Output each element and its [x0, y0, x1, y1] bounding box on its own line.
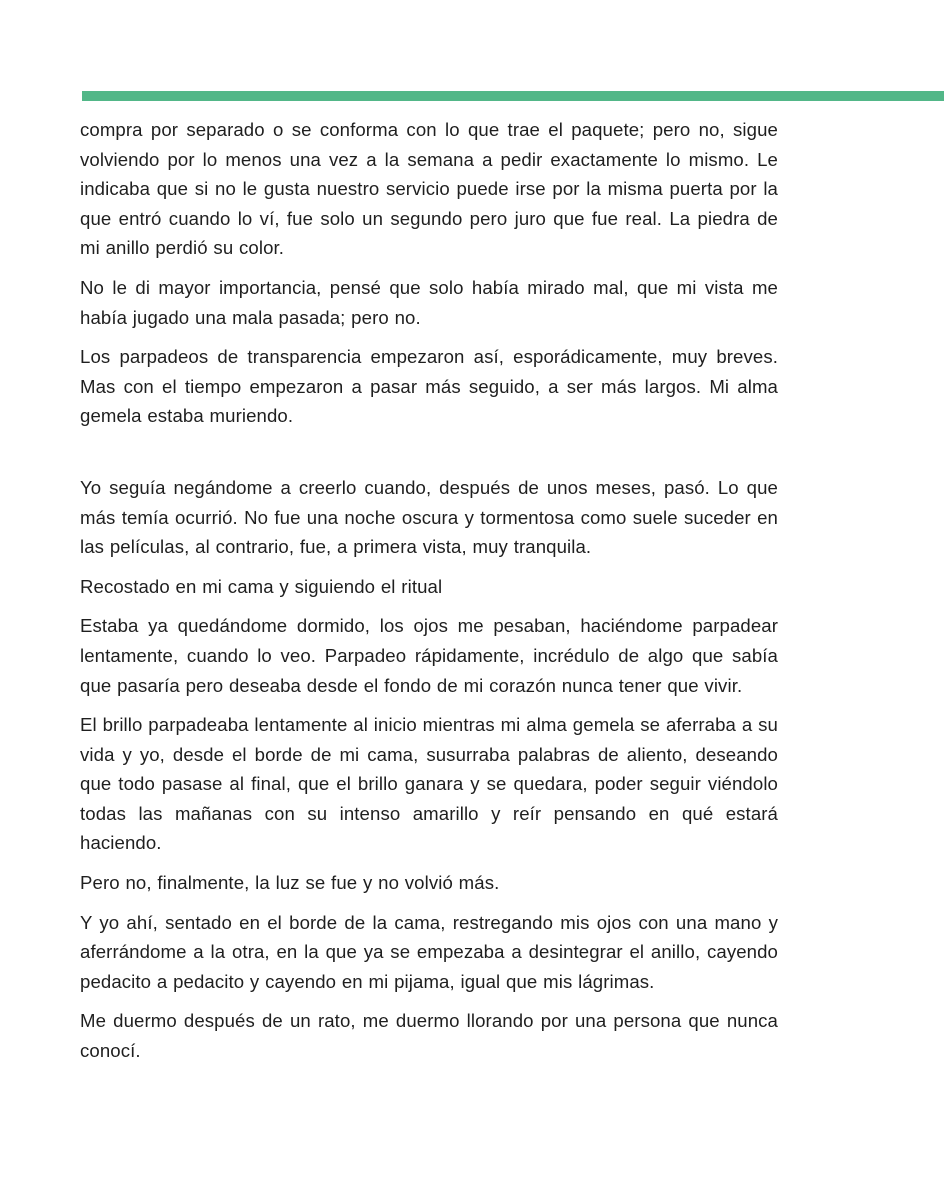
- paragraph: No le di mayor importancia, pensé que solo había mirado mal, que mi vista me había jugado una mala pasada; pero no.: [80, 276, 778, 328]
- paragraph: Recostado en mi cama y siguiendo el ritual: [80, 575, 443, 597]
- paragraph: Me duermo después de un rato, me duermo llorando por una persona que nunca conocí.: [80, 1010, 778, 1062]
- paragraph: Yo seguía negándome a creerlo cuando, después de unos meses, pasó. Lo que más temía ocurrió. No fue una noche oscura y tormentosa como suele suceder en las películas, al contrario, fue, a primera vista, muy tranquila.: [80, 476, 778, 558]
- paragraph: Y yo ahí, sentado en el borde de la cama, restregando mis ojos con una mano y aferrándome a la otra, en la que ya se empezaba a desintegrar el anillo, cayendo pedacito a pedacito y cayendo en mi pijama, igual que mis lágrimas.: [80, 911, 778, 992]
- document-body: [80, 115, 778, 1076]
- paragraph: Pero no, finalmente, la luz se fue y no volvió más.: [80, 872, 500, 894]
- header-accent-bar: [82, 91, 944, 101]
- paragraph: El brillo parpadeaba lentamente al inicio mientras mi alma gemela se aferraba a su vida y yo, desde el borde de mi cama, susurraba palabras de aliento, deseando que todo pasase al final, que el brillo ganara y se quedara, poder seguir viéndolo todas las mañanas con su intenso amarillo y reír pensando en qué estará haciendo.: [80, 714, 778, 854]
- paragraph: compra por separado o se conforma con lo que trae el paquete; pero no, sigue volviendo por lo menos una vez a la semana a pedir exactamente lo mismo. Le indicaba que si no le gusta nuestro servicio puede irse por la misma puerta por la que entró cuando lo ví, fue solo un segundo pero juro que fue real. La piedra de mi anillo perdió su color.: [80, 119, 778, 259]
- paragraph: Los parpadeos de transparencia empezaron así, esporádicamente, muy breves. Mas con el tiempo empezaron a pasar más seguido, a ser más largos. Mi alma gemela estaba muriendo.: [80, 346, 778, 427]
- section-break: [80, 441, 778, 473]
- paragraph: Estaba ya quedándome dormido, los ojos me pesaban, haciéndome parpadear lentamente, cuando lo veo. Parpadeo rápidamente, incrédulo de algo que sabía que pasaría pero deseaba desde el fondo de mi corazón nunca tener que vivir.: [80, 615, 778, 696]
